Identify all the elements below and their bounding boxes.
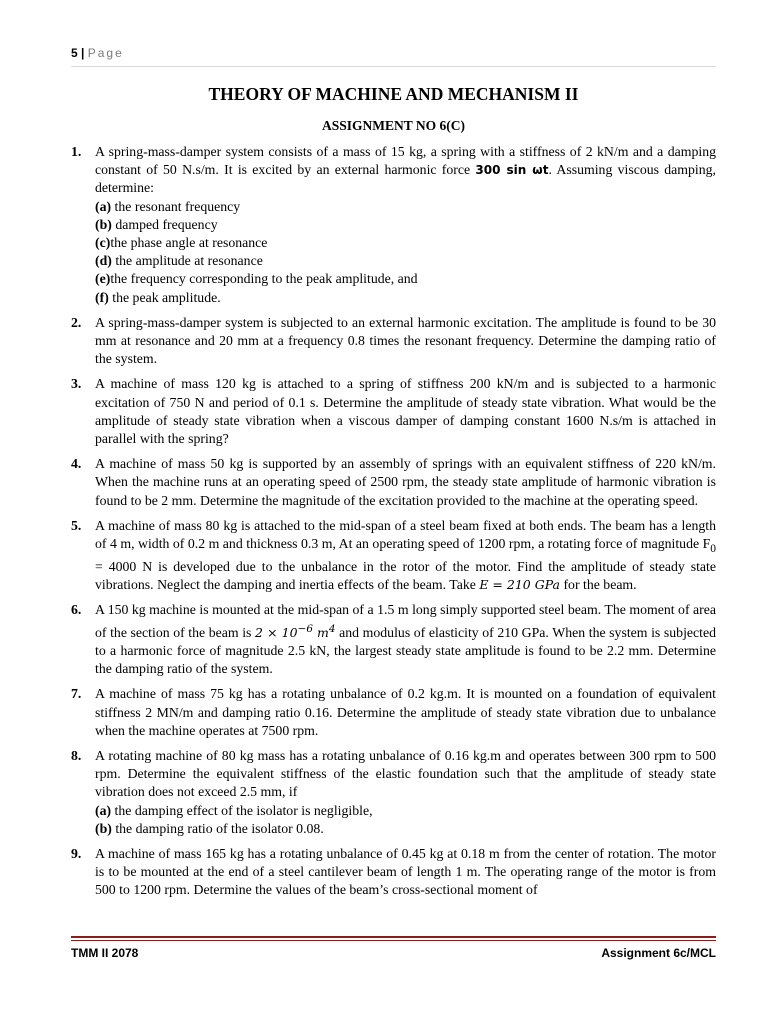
question-1: [71, 143, 716, 307]
question-5: [71, 517, 716, 595]
assignment-subtitle: ASSIGNMENT NO 6(C): [321, 118, 465, 133]
sub-part: [95, 216, 716, 234]
footer-course-code: TMM II 2078: [71, 946, 139, 960]
question-8: [71, 747, 716, 838]
question-number: 3.: [71, 376, 82, 392]
question-text: . Assuming viscous damping, determine:: [95, 162, 717, 196]
sub-part: [95, 198, 716, 216]
sub-part-text: the amplitude at resonance: [111, 253, 263, 269]
sub-part-text: the resonant frequency: [111, 198, 241, 214]
question-number: 7.: [71, 686, 82, 702]
sub-part-label: (f): [95, 289, 109, 305]
document-title: THEORY OF MACHINE AND MECHANISM II: [208, 84, 579, 104]
expr-exponent: −6: [297, 622, 313, 635]
question-number: 8.: [71, 748, 82, 763]
question-4: [71, 455, 716, 510]
question-9: [71, 845, 716, 900]
question-text: A machine of mass 165 kg has a rotating unbalance of 0.45 kg at 0.18 m from the center of rotation. The motor is to be mounted at the end of a steel cantilever beam of length 1 m. The operating range of the motor is from 500 to 1200 rpm. Determine the values of the beam’s cross-sectional moment of: [95, 846, 716, 898]
footer-rule: [71, 940, 716, 941]
sub-part-label: (a): [95, 802, 112, 818]
sub-part-text: the frequency corresponding to the peak amplitude, and: [110, 271, 418, 287]
sub-part-text: damped frequency: [111, 216, 218, 232]
expr-base: 2 × 10: [255, 624, 298, 640]
question-text: A 150 kg machine is mounted at the mid-span of a 1.5 m long simply supported steel beam. The moment of area of the section of the beam is: [95, 602, 716, 640]
question-text: A rotating machine of 80 kg mass has a rotating unbalance of 0.16 kg.m and operates between 300 rpm to 500 rpm. Determine the equivalent stiffness of the elastic foundation such that the amplitude of steady state vibration does not exceed 2.5 mm, if: [95, 748, 716, 800]
sub-part: [95, 252, 716, 270]
question-number: 1.: [71, 144, 82, 159]
sub-part-text: the phase angle at resonance: [110, 235, 268, 251]
question-text: A spring-mass-damper system consists of a mass of 15 kg, a spring with a stiffness of 2 kN/m and a damping constant of 50 N.s/m. It is excited by an external harmonic force: [95, 144, 716, 178]
question-6: [71, 601, 716, 678]
question-text: for the beam.: [560, 577, 637, 593]
question-number: 2.: [71, 314, 82, 330]
sub-part-label: (d): [95, 253, 112, 269]
subscript: 0: [710, 542, 716, 555]
question-number: 4.: [71, 456, 82, 472]
sub-part: [95, 234, 716, 252]
question-text: A machine of mass 120 kg is attached to a spring of stiffness 200 kN/m and is subjected to a harmonic excitation of 750 N and period of 0.1 s. Determine the amplitude of steady state vibration. What would be the amplitude of steady state vibration when a viscous damper of damping constant 1600 N.s/m is attached in parallel with the spring?: [95, 376, 716, 447]
footer-assignment-label: Assignment 6c/MCL: [601, 946, 716, 960]
question-7: [71, 685, 716, 740]
moment-expression: [255, 622, 336, 640]
question-text: A machine of mass 50 kg is supported by an assembly of springs with an equivalent stiffness of 220 kN/m. When the machine runs at an operating speed of 2500 rpm, the steady state amplitude of harmonic vibration is found to be 2 mm. Determine the magnitude of the excitation provided to the machine at the operating speed.: [95, 456, 716, 508]
question-number: 5.: [71, 517, 82, 533]
sub-part: [95, 289, 716, 307]
sub-part-label: (a): [95, 198, 112, 214]
question-text: A machine of mass 75 kg has a rotating unbalance of 0.2 kg.m. It is mounted on a foundation of equivalent stiffness 2 MN/m and damping ratio 0.16. Determine the amplitude of steady state vibration due to unbalance when the machine operates at 7500 rpm.: [95, 686, 716, 738]
question-text: A machine of mass 80 kg is attached to the mid-span of a steel beam fixed at both ends. The beam has a length of 4 m, width of 0.2 m and thickness 0.3 m, At an operating speed of 1200 rpm, a rotating force of magnitude F: [95, 517, 716, 552]
expr-unit-exponent: 4: [328, 622, 336, 635]
question-text: and modulus of elasticity of 210 GPa. When the system is subjected to a harmonic force of magnitude 2.5 kN, the largest steady state amplitude is found to be 2.2 mm. Determine the damping ratio of the system.: [95, 624, 716, 677]
sub-part-text: the peak amplitude.: [108, 289, 221, 305]
question-3: [71, 375, 716, 448]
sub-part-text: the damping effect of the isolator is negligible,: [111, 802, 373, 818]
force-expression: 300 sin ωt: [475, 163, 549, 178]
sub-part-label: (b): [95, 216, 112, 232]
question-number: 9.: [71, 846, 82, 862]
header-rule: [71, 66, 716, 67]
sub-part-label: (b): [95, 820, 112, 836]
page-number: 5: [71, 46, 78, 60]
expr-unit: m: [312, 624, 329, 640]
footer-rule: [71, 936, 716, 938]
sub-part-text: the damping ratio of the isolator 0.08.: [111, 820, 324, 836]
sub-part: [95, 802, 716, 820]
question-text: = 4000 N is developed due to the unbalance in the rotor of the motor. Find the amplitude of steady state vibrations. Neglect the damping and inertia effects of the beam. Take: [95, 559, 716, 593]
question-text: A spring-mass-damper system is subjected to an external harmonic excitation. The amplitude is found to be 30 mm at resonance and 20 mm at a frequency 0.8 times the resonant frequency. Determine the damping ratio of the system.: [95, 314, 716, 367]
question-list: [71, 143, 716, 907]
page-word: Page: [87, 46, 124, 60]
question-2: [71, 314, 716, 369]
question-number: 6.: [71, 602, 82, 618]
sub-part-label: (c): [95, 235, 111, 251]
sub-part: [95, 820, 716, 838]
sub-part-label: (e): [95, 271, 111, 287]
sub-part: [95, 270, 716, 288]
modulus-expression: E = 210 GPa: [479, 577, 560, 593]
page-separator: |: [81, 46, 85, 60]
page-header: [71, 46, 716, 60]
